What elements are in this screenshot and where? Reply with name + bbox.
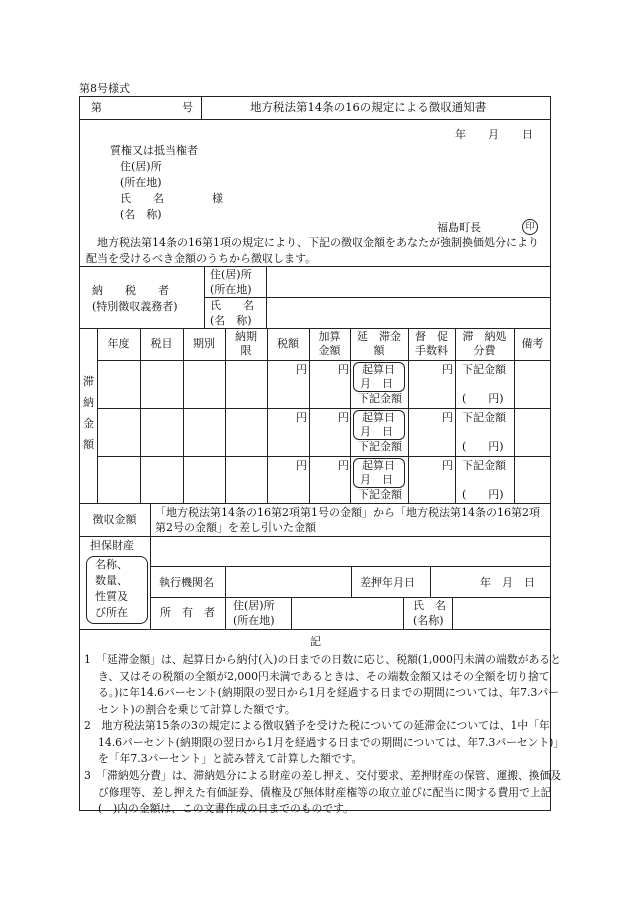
row3-kaki-kingaku-late: 下記金額	[358, 488, 402, 501]
seizure-date-label: 差押年月日	[360, 576, 415, 589]
date-month: 月	[488, 128, 499, 141]
date-day: 日	[522, 128, 533, 141]
col-header-late-fee: 延 滞金 額	[357, 330, 412, 357]
owner-name-label: 氏 名	[413, 599, 446, 612]
row1-kaki-kingaku-disp: 下記金額	[462, 363, 506, 376]
col-header-due-date: 納期限	[235, 330, 257, 357]
col-header-year: 年度	[107, 337, 130, 351]
note-item-3: 3 「滞納処分費」は、滞納処分による財産の差し押え、交付要求、差押財産の保管、運搬、換価及び修理等、差し押えた有価証券、債権及び無体財産権等の取立並びに配当に関する費用で上記( )内の金額は、この文書作成の日までのものです。	[84, 769, 562, 816]
row3-tsuki-hi: 月 日	[360, 473, 393, 486]
row2-additional-yen: 円	[338, 411, 349, 424]
row2-kaki-kingaku-disp: 下記金額	[462, 411, 506, 424]
row2-kisan-bi: 起算日	[362, 411, 395, 424]
col-header-additional: 加算金額	[318, 330, 341, 357]
notes-heading: 記	[310, 635, 321, 648]
row3-additional-yen: 円	[338, 459, 349, 472]
collateral-side-3: 性質及	[95, 590, 128, 603]
col-header-remarks: 備考	[521, 337, 544, 351]
row1-kisan-bi: 起算日	[362, 363, 395, 376]
collateral-side-4: び所在	[95, 606, 128, 619]
date-year: 年	[455, 128, 466, 141]
row1-tsuki-hi: 月 日	[360, 377, 393, 390]
note-item-2: 2 地方税法第15条の3の規定による徴収猶予を受けた税についての延滞金については、1中「年14.6パーセント(納期限の翌日から1月を経過する日までの期間については、年7.3パーセント)」を「年7.3パーセント」と読み替えて計算した額です。	[84, 719, 559, 766]
notice-number-suffix: 号	[182, 101, 193, 114]
arrears-side-label-4: 額	[83, 438, 94, 451]
arrears-side-label-3: 金	[83, 417, 94, 430]
seal-icon: 印	[522, 219, 538, 235]
owner-address-alt: (所在地)	[233, 614, 275, 627]
form-number: 第8号様式	[79, 82, 130, 95]
row3-kaki-kingaku-disp: 下記金額	[462, 459, 506, 472]
addressee-name-alt: (名 称)	[120, 208, 162, 221]
row3-paren-yen: ( 円)	[462, 488, 504, 501]
addressee-name-label: 氏 名	[120, 192, 164, 205]
notice-title: 地方税法第14条の16の規定による徴収通知書	[250, 100, 487, 114]
owner-address-label: 住(居)所	[233, 599, 275, 612]
row1-tax-yen: 円	[296, 363, 307, 376]
row1-reminder-yen: 円	[442, 363, 453, 376]
addressee-address-alt: (所在地)	[120, 176, 162, 189]
arrears-side-label-1: 滞	[83, 375, 94, 388]
collateral-side-2: 数量、	[95, 574, 128, 587]
row1-additional-yen: 円	[338, 363, 349, 376]
notice-body: 地方税法第14条の16第1項の規定により、下記の徴収金額をあなたが強制換価処分により配当を受けるべき金額のうちから徴収します。	[86, 236, 539, 265]
seizure-date-value: 年 月 日	[480, 576, 535, 589]
row3-kisan-bi: 起算日	[362, 459, 395, 472]
row2-kaki-kingaku-late: 下記金額	[358, 440, 402, 453]
addressee-honorific: 様	[212, 192, 223, 205]
row2-tax-yen: 円	[296, 411, 307, 424]
issuer-name: 福島町長	[437, 221, 481, 234]
row3-tax-yen: 円	[296, 459, 307, 472]
col-header-tax-item: 税目	[150, 337, 173, 351]
col-header-reminder-fee: 督 促手数料	[415, 330, 448, 357]
row1-kaki-kingaku-late: 下記金額	[358, 392, 402, 405]
collateral-label: 担保財産	[90, 539, 134, 552]
taxpayer-label: 納 税 者	[92, 284, 169, 297]
col-header-disposition-cost: 滞 納処分費	[462, 330, 507, 357]
addressee-type: 質権又は抵当権者	[110, 144, 198, 157]
taxpayer-address-label: 住(居)所	[210, 268, 252, 281]
taxpayer-address-alt: (所在地)	[210, 283, 252, 296]
agency-label: 執行機関名	[159, 576, 214, 589]
owner-name-alt: (名称)	[413, 614, 444, 627]
taxpayer-sublabel: (特別徴収義務者)	[92, 300, 178, 313]
collection-text: 「地方税法第14条の16第2項第1号の金額」から「地方税法第14条の16第2項第2号の金額」を差し引いた金額	[155, 506, 540, 534]
taxpayer-name-label: 氏 名	[210, 299, 254, 312]
row1-paren-yen: ( 円)	[462, 392, 504, 405]
row3-reminder-yen: 円	[442, 459, 453, 472]
arrears-side-label-2: 納	[83, 396, 94, 409]
note-item-1: 1 「延滞金額」は、起算日から納付(入)の日までの日数に応じ、税額(1,000円未満の端数があるとき、又はその税額の全額が2,000円未満であるときは、その端数金額又はその全額を切り捨てる。)に年14.6パーセント(納期限の翌日から1月を経過する日までの期間については、年7.3パーセント)の割合を乗じて計算した額です。	[84, 653, 561, 716]
row2-paren-yen: ( 円)	[462, 440, 504, 453]
col-header-tax-amount: 税額	[277, 337, 299, 351]
notice-number-label: 第	[91, 101, 102, 114]
row2-tsuki-hi: 月 日	[360, 425, 393, 438]
owner-label: 所 有 者	[160, 606, 215, 619]
addressee-address-label: 住(居)所	[120, 160, 162, 173]
col-header-period: 期別	[193, 337, 215, 351]
row2-reminder-yen: 円	[442, 411, 453, 424]
collection-label: 徴収金額	[92, 512, 137, 526]
collateral-side-1: 名称、	[95, 558, 128, 571]
taxpayer-name-alt: (名 称)	[210, 314, 252, 327]
